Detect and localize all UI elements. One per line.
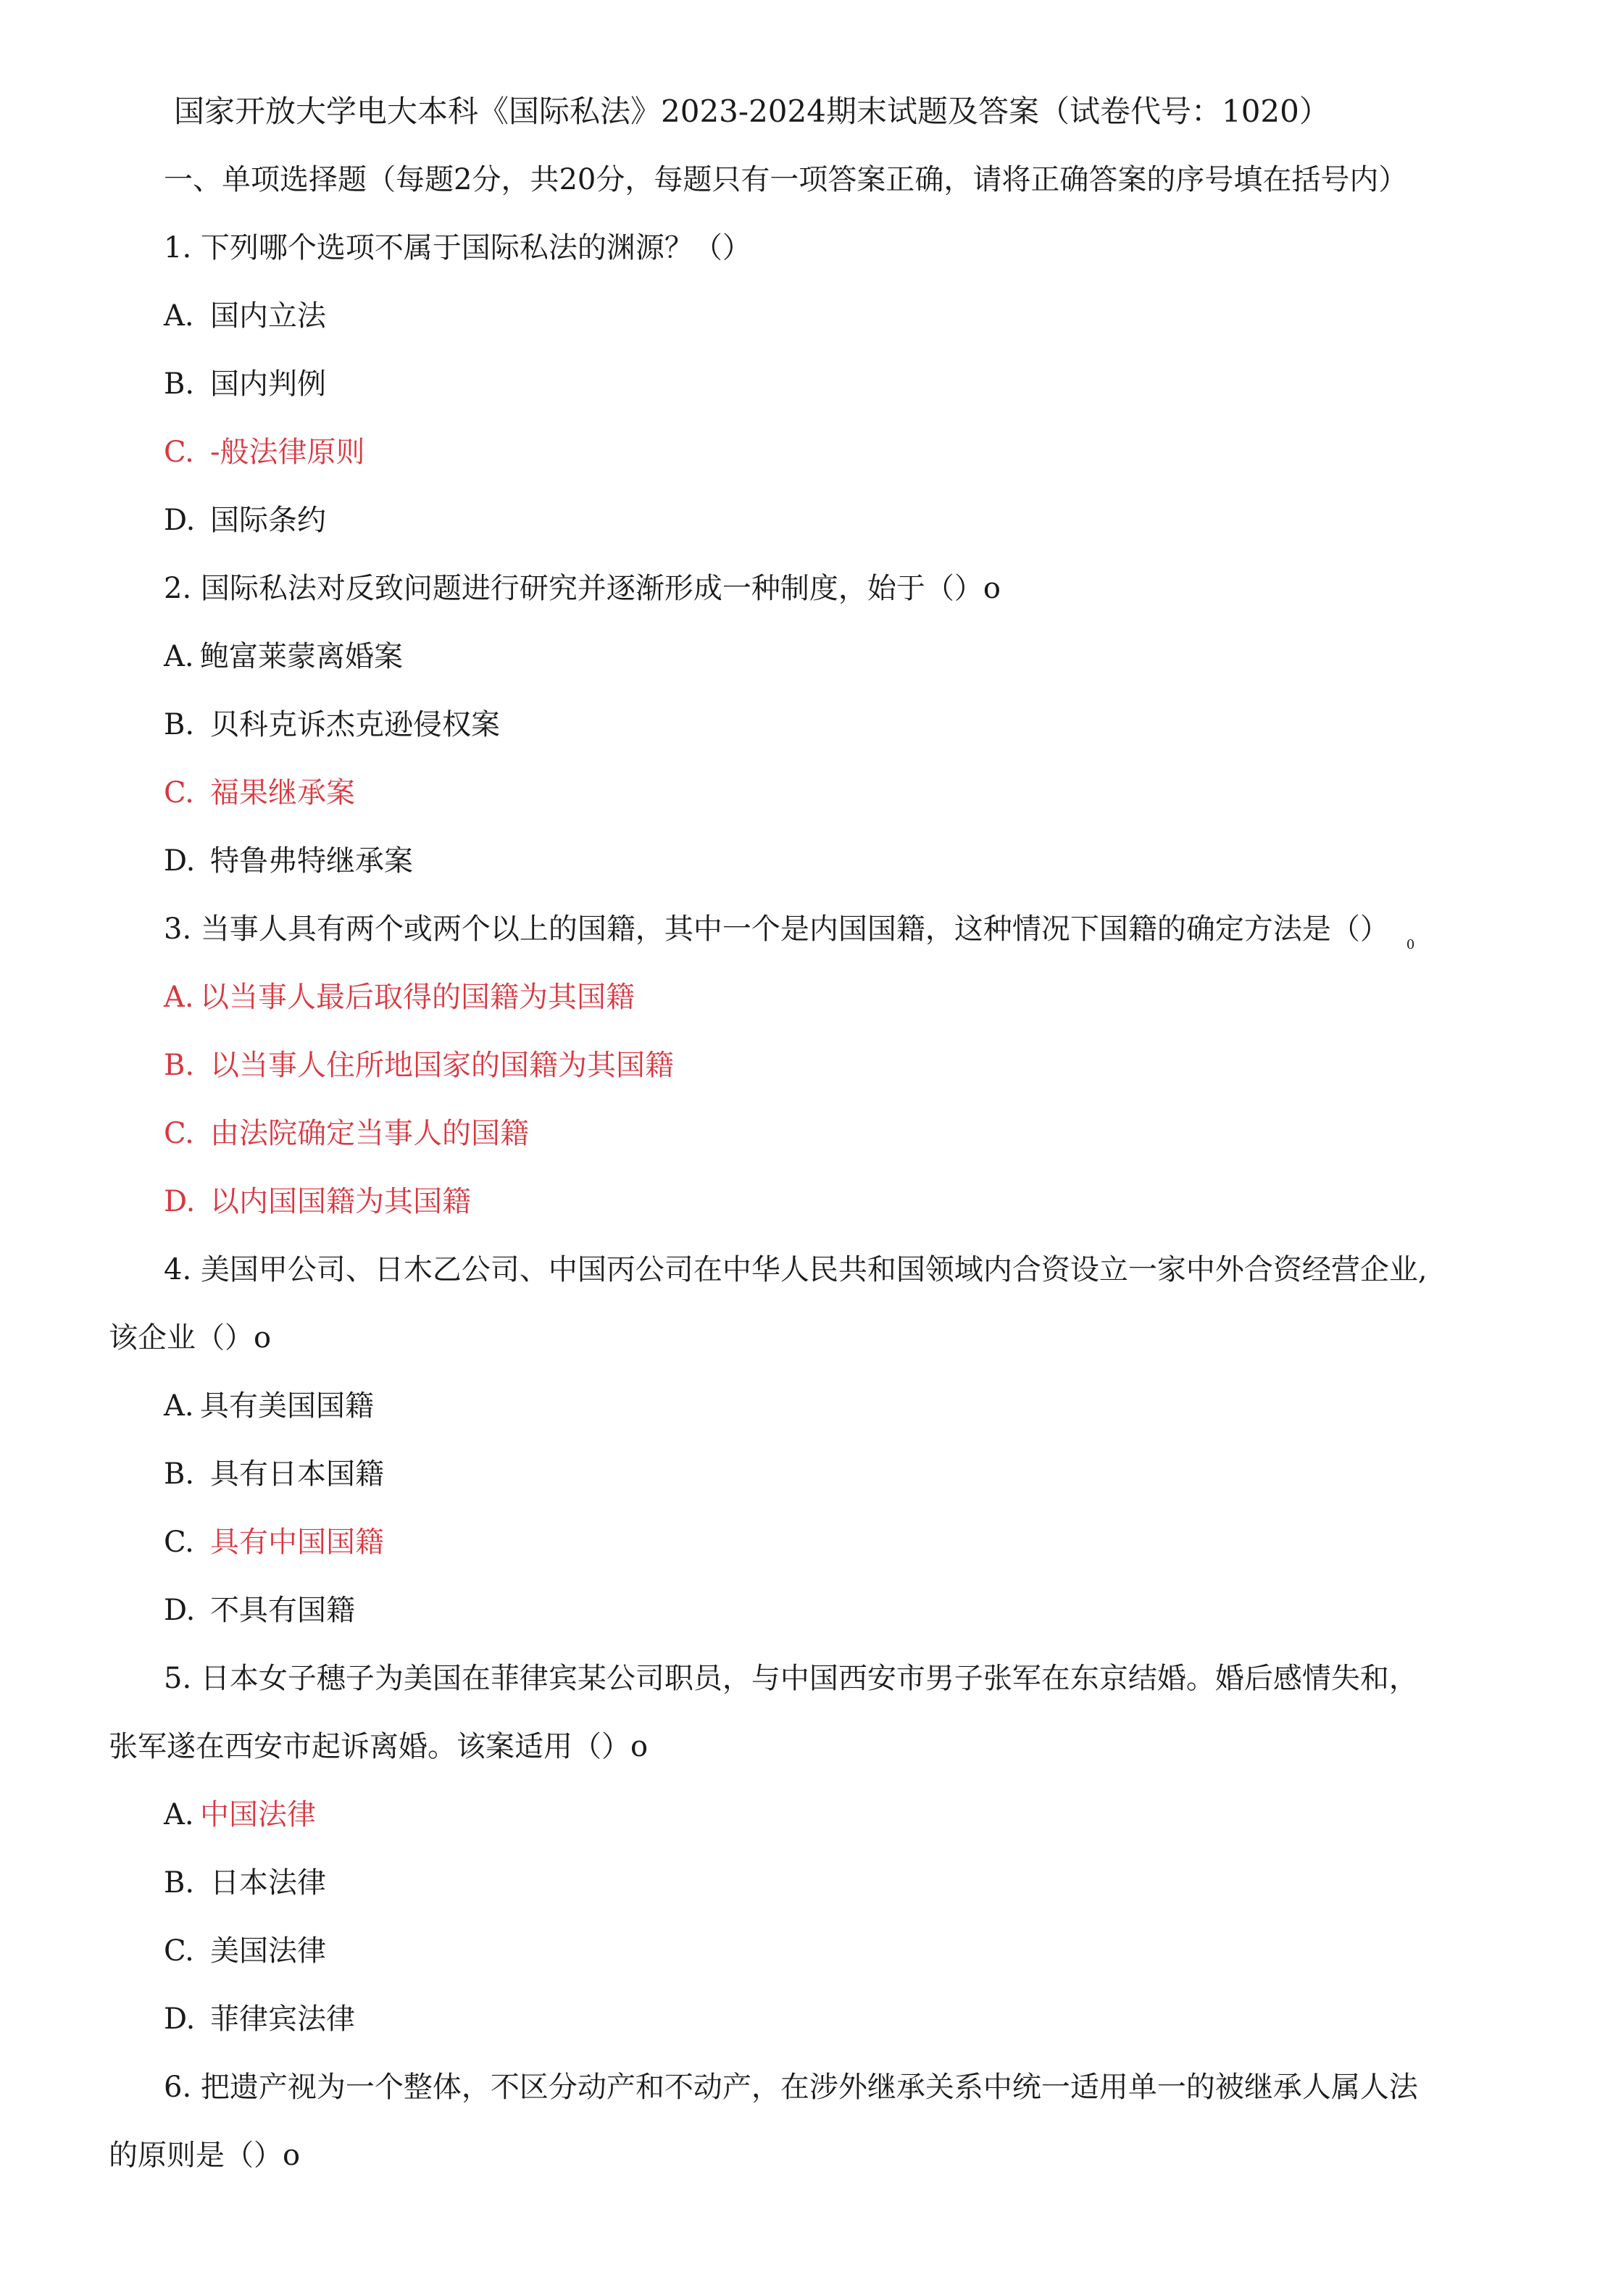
option-text: 国际条约	[210, 504, 326, 537]
question-6: 6. 把遗产视为一个整体，不区分动产和不动产，在涉外继承关系中统一适用单一的被继承人属人法	[164, 2071, 1418, 2104]
question-2-option-c-answer	[164, 774, 355, 812]
option-text: 菲律宾法律	[210, 2002, 355, 2036]
option-text: 具有日本国籍	[210, 1457, 384, 1491]
option-letter: D.	[164, 2002, 196, 2036]
question-4-continued: 该企业（）o	[109, 1321, 272, 1355]
option-text: 由法院确定当事人的国籍	[210, 1117, 529, 1150]
option-text: 国内立法	[210, 299, 326, 333]
option-letter: D.	[164, 504, 196, 537]
option-text: 鲍富莱蒙离婚案	[200, 640, 403, 673]
option-letter: C.	[164, 1117, 194, 1150]
question-6-continued: 的原则是（）o	[109, 2139, 301, 2172]
option-letter: A.	[164, 1798, 194, 1831]
question-1-option-d	[164, 502, 326, 539]
option-text: 以当事人最后取得的国籍为其国籍	[200, 981, 635, 1014]
question-1-option-a	[164, 297, 326, 335]
option-text: 贝科克诉杰克逊侵权案	[210, 708, 500, 741]
option-letter: C.	[164, 776, 194, 810]
section-heading: 一、单项选择题（每题2分，共20分，每题只有一项答案正确，请将正确答案的序号填在括号内）	[164, 163, 1408, 196]
question-3-option-a-answer	[164, 978, 635, 1016]
question-2-option-b	[164, 706, 500, 744]
question-3-option-c-answer	[164, 1115, 529, 1152]
question-5-continued: 张军遂在西安市起诉离婚。该案适用（）o	[109, 1730, 649, 1763]
option-letter: B.	[164, 367, 195, 401]
question-4-option-a	[164, 1387, 374, 1425]
option-text: 日本法律	[210, 1866, 326, 1900]
option-text: -般法律原则	[210, 436, 365, 469]
option-text: 具有美国国籍	[200, 1389, 374, 1423]
option-text: 美国法律	[210, 1934, 326, 1968]
option-text: 具有中国国籍	[210, 1526, 384, 1559]
question-1: 1. 下列哪个选项不属于国际私法的渊源？（）	[164, 231, 751, 265]
option-letter: B.	[164, 1866, 195, 1900]
question-4: 4. 美国甲公司、日木乙公司、中国丙公司在中华人民共和国领域内合资设立一家中外合资经营企业,	[164, 1253, 1427, 1286]
question-5-option-a-answer	[164, 1796, 316, 1834]
option-letter: A.	[164, 981, 194, 1014]
option-letter: A.	[164, 299, 194, 333]
option-text: 特鲁弗特继承案	[210, 844, 413, 878]
question-1-option-c-answer	[164, 433, 365, 471]
option-text: 不具有国籍	[210, 1594, 355, 1627]
option-letter: D.	[164, 844, 196, 878]
question-5: 5. 日本女子穗子为美国在菲律宾某公司职员，与中国西安市男子张军在东京结婚。婚后感情失和，	[164, 1662, 1418, 1695]
question-3-option-b-answer	[164, 1047, 674, 1084]
option-letter: A.	[164, 640, 194, 673]
question-5-option-b	[164, 1864, 326, 1902]
option-letter: A.	[164, 1389, 194, 1423]
option-letter: B.	[164, 1457, 195, 1491]
question-4-option-c-answer	[164, 1523, 384, 1561]
option-text: 国内判例	[210, 367, 326, 401]
question-2: 2. 国际私法对反致问题进行研究并逐渐形成一种制度，始于（）o	[164, 572, 1001, 605]
option-text: 福果继承案	[210, 776, 355, 810]
question-4-option-b	[164, 1455, 384, 1493]
option-text: 以当事人住所地国家的国籍为其国籍	[210, 1049, 674, 1082]
question-5-option-c	[164, 1932, 326, 1970]
question-1-option-b	[164, 365, 326, 403]
document-title: 国家开放大学电大本科《国际私法》2023-2024期末试题及答案（试卷代号：1020）	[174, 93, 1330, 129]
question-3	[164, 910, 1414, 964]
question-5-option-d	[164, 2000, 355, 2038]
question-3-text: 3. 当事人具有两个或两个以上的国籍，其中一个是内国国籍，这种情况下国籍的确定方法是（）	[164, 912, 1389, 946]
option-letter: D.	[164, 1185, 196, 1218]
question-4-option-d	[164, 1592, 355, 1629]
question-3-option-d-answer	[164, 1183, 471, 1220]
option-letter: C.	[164, 1526, 194, 1559]
question-2-option-d	[164, 842, 413, 880]
option-letter: C.	[164, 436, 194, 469]
question-2-option-a	[164, 638, 403, 675]
option-text: 中国法律	[200, 1798, 316, 1831]
option-letter: B.	[164, 1049, 195, 1082]
option-letter: D.	[164, 1594, 196, 1627]
option-text: 以内国国籍为其国籍	[210, 1185, 471, 1218]
option-letter: C.	[164, 1934, 194, 1968]
question-3-trailing-mark: 0	[1406, 937, 1415, 952]
option-letter: B.	[164, 708, 195, 741]
